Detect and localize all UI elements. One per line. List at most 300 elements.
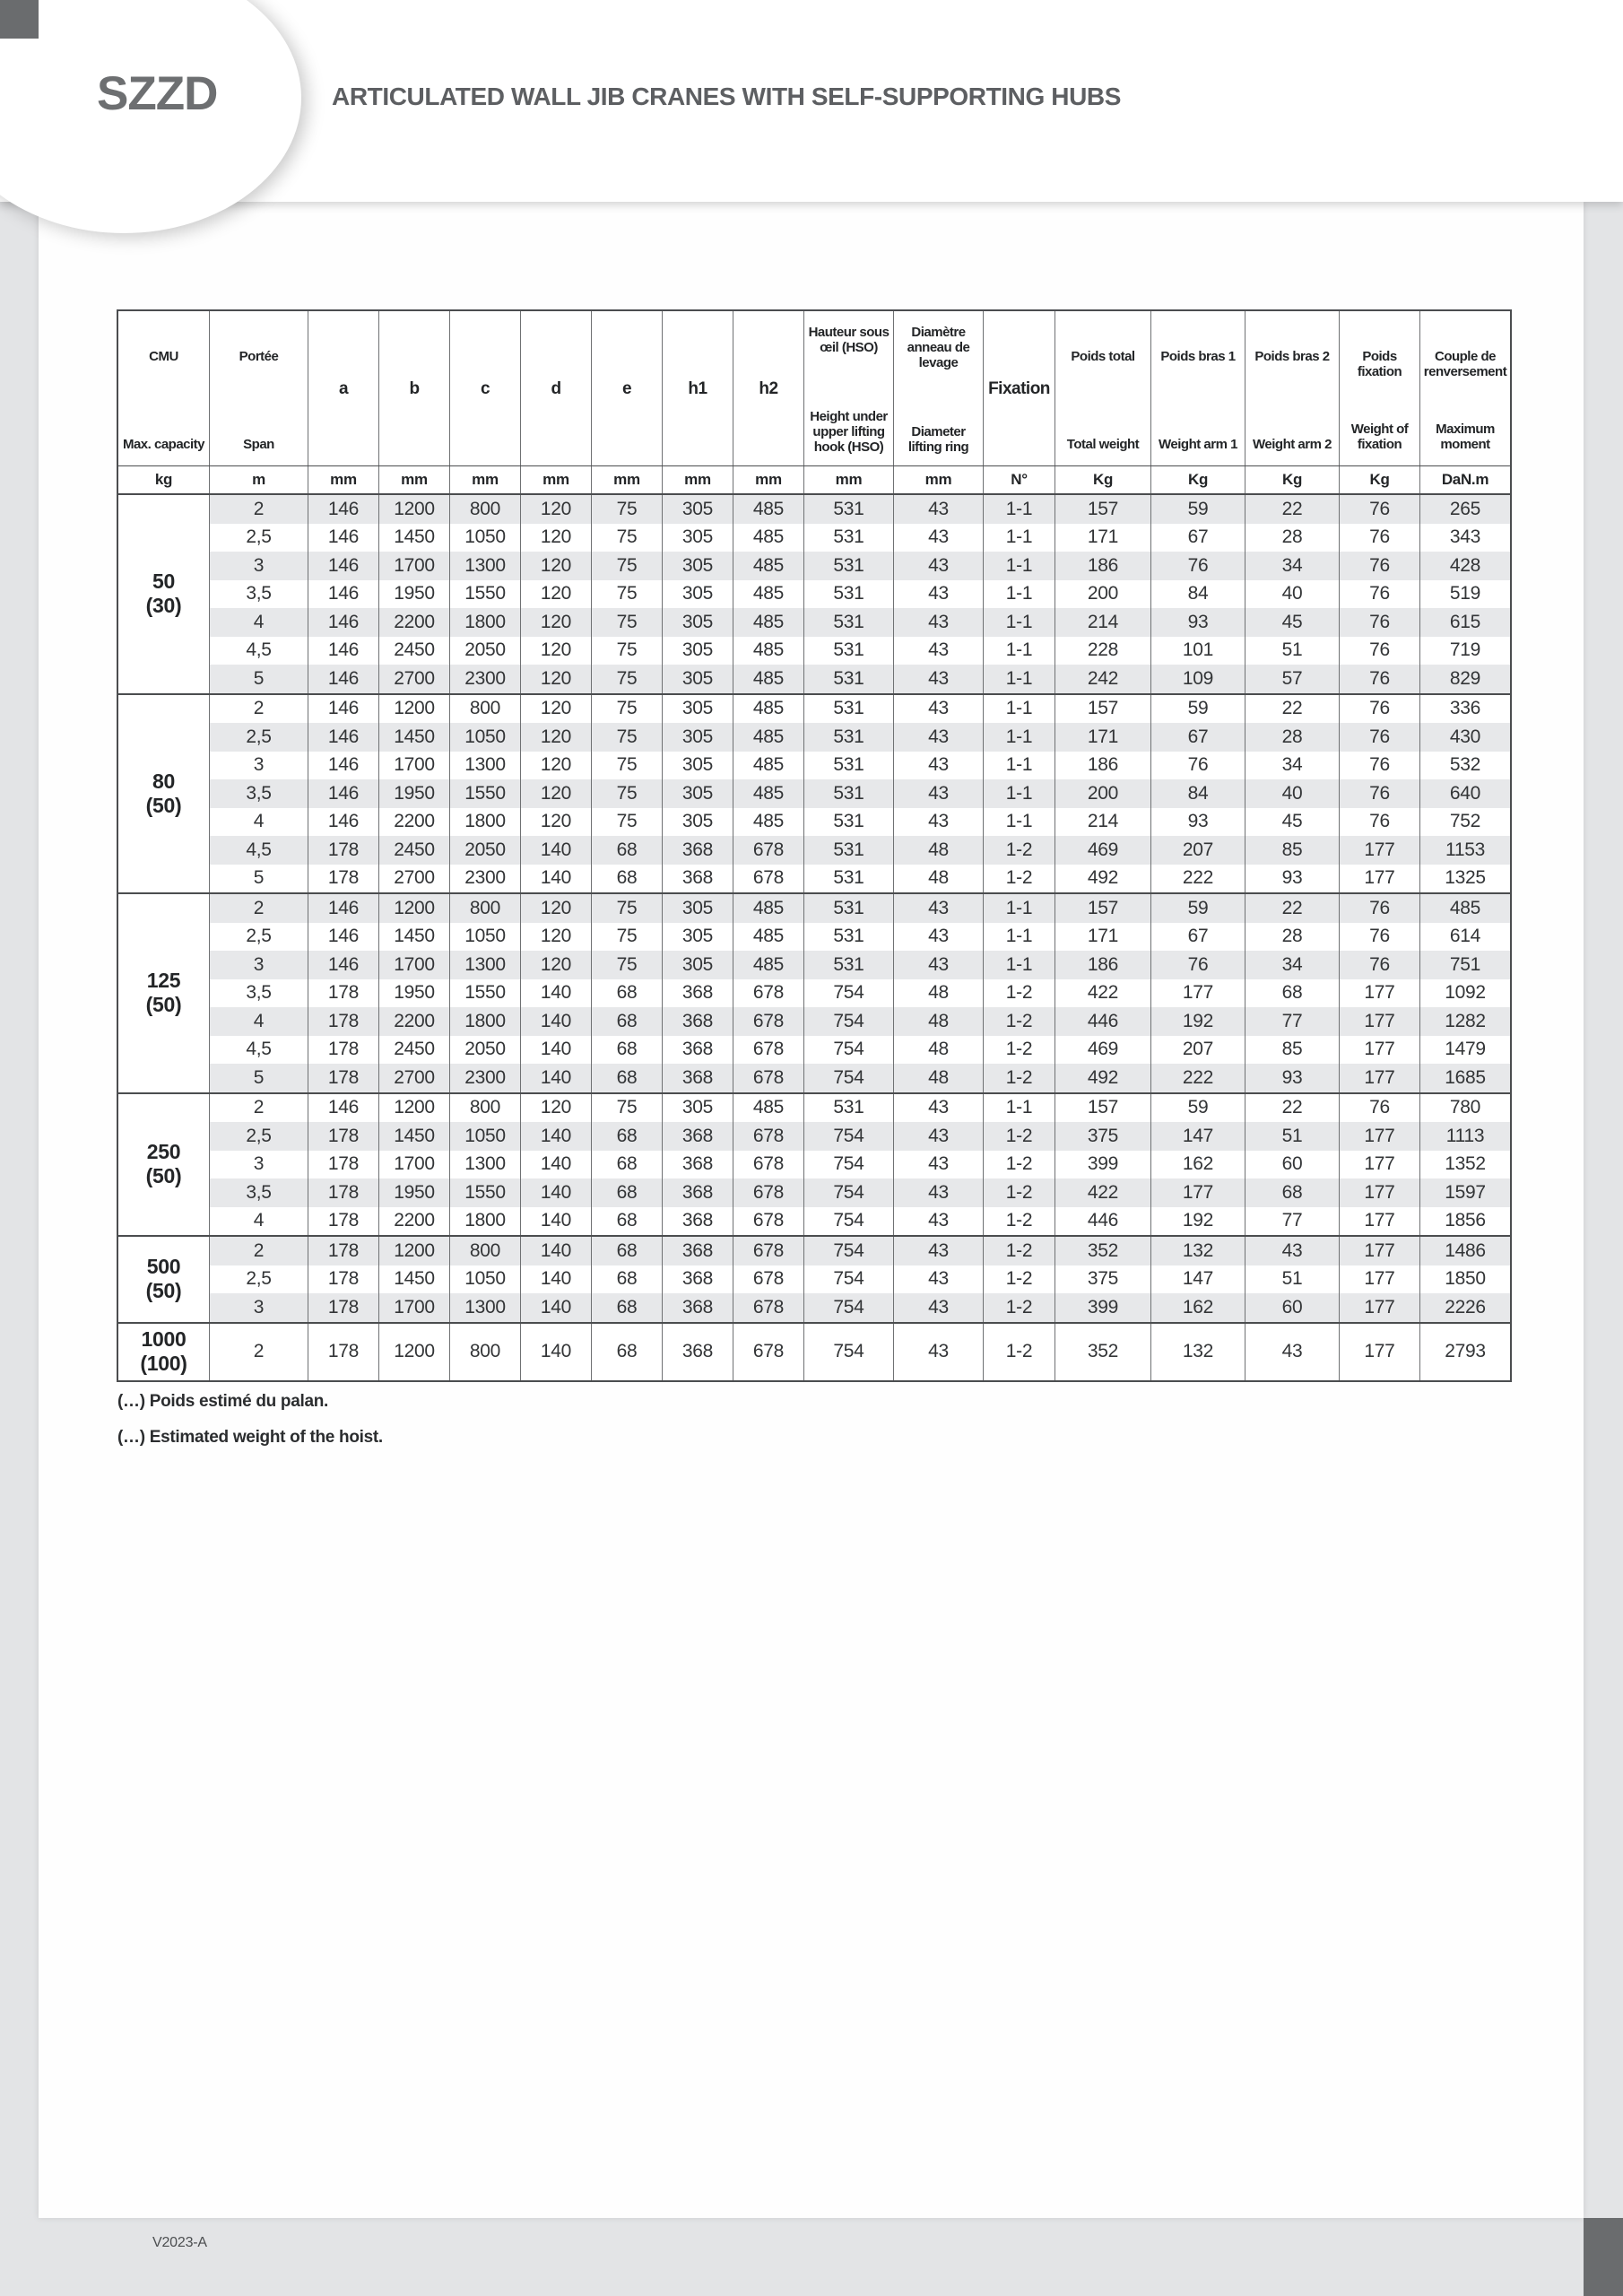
data-cell: 146 [308, 524, 379, 552]
data-cell: 3 [210, 1293, 308, 1322]
data-cell: 43 [894, 1122, 984, 1151]
data-cell: 485 [1449, 897, 1481, 918]
data-cell: 719 [1449, 639, 1481, 661]
data-cell: 48 [894, 1064, 984, 1092]
data-cell: 171 [1055, 723, 1151, 752]
data-cell: 485 [733, 923, 804, 952]
header-label-en: Total weight [1066, 437, 1140, 452]
data-cell: 75 [592, 524, 663, 552]
data-cell: 1700 [379, 752, 450, 780]
data-cell: 146 [308, 894, 379, 923]
data-cell: 531 [804, 1094, 894, 1123]
data-cell: 1550 [450, 580, 521, 609]
data-cell: 2 [210, 1094, 308, 1123]
unit-cell-5: mm [521, 466, 592, 493]
data-cell: 171 [1055, 923, 1151, 952]
table-row [210, 1094, 1510, 1123]
header-label-en: Span [243, 437, 274, 452]
data-cell: 1-1 [984, 552, 1055, 580]
data-cell: 177 [1340, 1265, 1420, 1294]
data-cell: 1200 [379, 695, 450, 724]
data-cell: 178 [308, 1036, 379, 1065]
data-cell: 140 [521, 1237, 592, 1265]
data-cell: 352 [1055, 1324, 1151, 1380]
header-label-en: Weight of fixation [1350, 422, 1409, 452]
data-cell: 531 [804, 665, 894, 693]
data-cell: 242 [1055, 665, 1151, 693]
data-cell: 43 [1245, 1324, 1340, 1380]
data-cell: 43 [894, 608, 984, 637]
data-cell: 485 [733, 951, 804, 979]
data-cell: 76 [1340, 637, 1420, 665]
data-cell: 2200 [379, 1207, 450, 1236]
data-cell: 177 [1340, 1324, 1420, 1380]
column-header-9 [804, 311, 894, 465]
data-cell: 1800 [450, 1207, 521, 1236]
data-cell: 2200 [379, 1007, 450, 1036]
data-cell: 186 [1055, 752, 1151, 780]
data-cell: 162 [1151, 1293, 1245, 1322]
data-cell: 485 [733, 808, 804, 837]
table-row [210, 1007, 1510, 1036]
data-cell: 2450 [379, 836, 450, 865]
data-cell: 754 [804, 1265, 894, 1294]
data-cell: 222 [1151, 1064, 1245, 1092]
capacity-group [118, 1235, 1510, 1322]
data-cell: 430 [1449, 726, 1481, 747]
data-cell: 22 [1245, 495, 1340, 524]
data-cell: 1-2 [984, 1324, 1055, 1380]
table-row [210, 951, 1510, 979]
data-cell: 752 [1449, 811, 1481, 832]
data-cell: 177 [1340, 979, 1420, 1008]
data-cell: 829 [1449, 667, 1481, 689]
data-cell: 2200 [379, 808, 450, 837]
data-cell: 678 [733, 865, 804, 893]
header-label-fr: CMU [149, 349, 178, 364]
data-cell: 2,5 [210, 923, 308, 952]
data-cell: 1-2 [984, 1293, 1055, 1322]
data-cell: 93 [1151, 808, 1245, 837]
capacity-cell [118, 695, 210, 893]
data-cell: 800 [450, 1237, 521, 1265]
group-rows [210, 1094, 1510, 1236]
data-cell: 178 [308, 1207, 379, 1236]
data-cell: 146 [308, 552, 379, 580]
data-cell: 1-2 [984, 1265, 1055, 1294]
data-cell: 1300 [450, 552, 521, 580]
data-cell: 1-2 [984, 1178, 1055, 1207]
data-cell: 492 [1055, 1064, 1151, 1092]
data-cell: 1-1 [984, 779, 1055, 808]
data-cell: 146 [308, 951, 379, 979]
data-cell: 28 [1245, 923, 1340, 952]
hoist-weight-value: (50) [145, 993, 182, 1017]
data-cell: 228 [1055, 637, 1151, 665]
data-cell: 120 [521, 923, 592, 952]
data-cell: 157 [1055, 1094, 1151, 1123]
header-label-fr: Poids total [1071, 349, 1135, 364]
data-cell: 531 [804, 779, 894, 808]
data-cell: 140 [521, 1064, 592, 1092]
data-cell: 178 [308, 1064, 379, 1092]
data-cell: 140 [521, 1036, 592, 1065]
data-cell: 76 [1151, 752, 1245, 780]
data-cell: 222 [1151, 865, 1245, 893]
data-cell: 43 [894, 580, 984, 609]
data-cell: 68 [1245, 1178, 1340, 1207]
data-cell: 59 [1151, 894, 1245, 923]
data-cell: 485 [733, 608, 804, 637]
data-cell: 146 [308, 723, 379, 752]
unit-cell-1: m [210, 466, 308, 493]
data-cell: 1450 [379, 723, 450, 752]
hoist-weight-value: (50) [145, 1164, 182, 1188]
data-cell: 178 [308, 979, 379, 1008]
data-cell: 531 [804, 552, 894, 580]
hoist-weight-value: (50) [145, 793, 182, 817]
data-cell: 43 [894, 1178, 984, 1207]
data-cell: 305 [663, 580, 733, 609]
data-cell: 68 [592, 1151, 663, 1179]
data-cell: 519 [1449, 583, 1481, 604]
header-label-fr: Poids bras 1 [1160, 349, 1236, 364]
data-cell: 754 [804, 1151, 894, 1179]
data-cell: 531 [804, 580, 894, 609]
hoist-weight-value: (30) [145, 594, 182, 618]
data-cell: 1950 [379, 1178, 450, 1207]
data-cell: 1-2 [984, 1064, 1055, 1092]
data-cell: 368 [663, 1064, 733, 1092]
data-cell: 2050 [450, 1036, 521, 1065]
data-cell: 22 [1245, 1094, 1340, 1123]
data-cell: 120 [521, 608, 592, 637]
data-cell: 43 [894, 1265, 984, 1294]
data-cell: 76 [1340, 665, 1420, 693]
data-cell: 1050 [450, 524, 521, 552]
data-cell: 178 [308, 1265, 379, 1294]
data-cell: 399 [1055, 1151, 1151, 1179]
data-cell: 1856 [1445, 1210, 1486, 1231]
data-cell: 1-1 [984, 665, 1055, 693]
data-cell: 531 [804, 752, 894, 780]
capacity-value: 500 [146, 1255, 181, 1279]
table-row [210, 1324, 1510, 1380]
data-cell: 48 [894, 865, 984, 893]
data-cell: 2 [210, 695, 308, 724]
unit-cell-15: Kg [1340, 466, 1420, 493]
data-cell: 1-1 [984, 923, 1055, 952]
data-cell: 754 [804, 1324, 894, 1380]
data-cell: 177 [1151, 979, 1245, 1008]
data-cell: 368 [663, 1151, 733, 1179]
data-cell: 754 [804, 1293, 894, 1322]
capacity-cell [118, 1237, 210, 1322]
data-cell: 60 [1245, 1293, 1340, 1322]
data-cell: 177 [1340, 1237, 1420, 1265]
data-cell: 5 [210, 1064, 308, 1092]
data-cell: 375 [1055, 1122, 1151, 1151]
data-cell: 678 [733, 1036, 804, 1065]
data-cell: 5 [210, 665, 308, 693]
data-cell: 68 [592, 1293, 663, 1322]
data-cell: 2700 [379, 865, 450, 893]
data-cell: 120 [521, 665, 592, 693]
data-cell: 51 [1245, 1265, 1340, 1294]
data-cell: 75 [592, 894, 663, 923]
data-cell: 446 [1055, 1007, 1151, 1036]
data-cell: 76 [1340, 580, 1420, 609]
data-cell: 492 [1055, 865, 1151, 893]
data-cell: 57 [1245, 665, 1340, 693]
data-cell: 186 [1055, 951, 1151, 979]
data-cell: 640 [1449, 782, 1481, 804]
data-cell: 754 [804, 1007, 894, 1036]
data-cell: 1-1 [984, 723, 1055, 752]
data-cell: 305 [663, 752, 733, 780]
data-cell: 177 [1340, 1207, 1420, 1236]
table-row [210, 836, 1510, 865]
data-cell: 368 [663, 836, 733, 865]
specification-table [117, 309, 1512, 1382]
unit-cell-10: mm [894, 466, 984, 493]
table-row [210, 752, 1510, 780]
data-cell: 76 [1151, 951, 1245, 979]
table-row [210, 637, 1510, 665]
data-cell: 147 [1151, 1265, 1245, 1294]
data-cell: 76 [1340, 752, 1420, 780]
data-cell: 171 [1055, 524, 1151, 552]
data-cell: 4,5 [210, 836, 308, 865]
data-cell: 146 [308, 1094, 379, 1123]
column-header-16 [1420, 311, 1510, 465]
data-cell: 1300 [450, 951, 521, 979]
data-cell: 1200 [379, 894, 450, 923]
data-cell: 75 [592, 779, 663, 808]
data-cell: 68 [592, 1178, 663, 1207]
data-cell: 422 [1055, 979, 1151, 1008]
data-cell: 120 [521, 637, 592, 665]
data-cell: 177 [1340, 1036, 1420, 1065]
data-cell: 754 [804, 1036, 894, 1065]
data-cell: 2 [210, 1324, 308, 1380]
data-cell: 1200 [379, 1237, 450, 1265]
table-row [210, 979, 1510, 1008]
data-cell: 68 [592, 979, 663, 1008]
data-cell: 132 [1151, 1237, 1245, 1265]
data-cell: 43 [894, 894, 984, 923]
data-cell: 178 [308, 1007, 379, 1036]
data-cell: 40 [1245, 580, 1340, 609]
data-cell: 140 [521, 1007, 592, 1036]
data-cell: 76 [1340, 552, 1420, 580]
data-cell: 399 [1055, 1293, 1151, 1322]
data-cell: 177 [1340, 1122, 1420, 1151]
data-cell: 2700 [379, 1064, 450, 1092]
data-cell: 178 [308, 836, 379, 865]
data-cell: 2300 [450, 1064, 521, 1092]
data-cell: 531 [804, 923, 894, 952]
data-cell: 800 [450, 495, 521, 524]
data-cell: 614 [1449, 926, 1481, 947]
data-cell: 485 [733, 580, 804, 609]
footnote-fr: (…) Poids estimé du palan. [117, 1392, 329, 1411]
data-cell: 76 [1340, 524, 1420, 552]
data-cell: 48 [894, 1036, 984, 1065]
data-cell: 375 [1055, 1265, 1151, 1294]
data-cell: 2,5 [210, 524, 308, 552]
data-cell: 140 [521, 1293, 592, 1322]
data-cell: 3,5 [210, 580, 308, 609]
data-cell: 68 [592, 1207, 663, 1236]
data-cell: 2200 [379, 608, 450, 637]
data-cell: 178 [308, 865, 379, 893]
column-header-6 [592, 311, 663, 465]
table-row [210, 923, 1510, 952]
data-cell: 1700 [379, 1151, 450, 1179]
data-cell: 76 [1340, 779, 1420, 808]
header-label-fr: Poids fixation [1357, 349, 1402, 379]
data-cell: 1450 [379, 923, 450, 952]
data-cell: 43 [894, 1324, 984, 1380]
data-cell: 45 [1245, 608, 1340, 637]
data-cell: 1113 [1445, 1125, 1485, 1146]
data-cell: 77 [1245, 1207, 1340, 1236]
data-cell: 45 [1245, 808, 1340, 837]
data-cell: 43 [894, 1094, 984, 1123]
data-cell: 305 [663, 808, 733, 837]
data-cell: 178 [308, 1237, 379, 1265]
data-cell: 1-2 [984, 836, 1055, 865]
data-cell: 368 [663, 1178, 733, 1207]
data-cell: 1282 [1445, 1010, 1486, 1031]
data-cell: 75 [592, 752, 663, 780]
data-cell: 192 [1151, 1007, 1245, 1036]
data-cell: 305 [663, 779, 733, 808]
data-cell: 178 [308, 1324, 379, 1380]
data-cell: 2700 [379, 665, 450, 693]
data-cell: 1486 [1445, 1239, 1486, 1261]
data-cell: 754 [804, 979, 894, 1008]
header-label-fr: e [621, 378, 632, 398]
data-cell: 28 [1245, 723, 1340, 752]
data-cell: 43 [894, 923, 984, 952]
data-cell: 1950 [379, 779, 450, 808]
data-cell: 146 [308, 779, 379, 808]
data-cell: 120 [521, 524, 592, 552]
hoist-weight-value: (50) [145, 1279, 182, 1303]
data-cell: 4 [210, 1007, 308, 1036]
header-label-en: Weight arm 2 [1253, 437, 1332, 452]
table-row [210, 608, 1510, 637]
data-cell: 4 [210, 1207, 308, 1236]
data-cell: 615 [1449, 611, 1481, 632]
data-cell: 157 [1055, 894, 1151, 923]
table-row [210, 665, 1510, 693]
model-name: SZZD [97, 67, 218, 120]
data-cell: 43 [894, 951, 984, 979]
data-cell: 751 [1449, 953, 1481, 975]
data-cell: 305 [663, 552, 733, 580]
data-cell: 75 [592, 608, 663, 637]
data-cell: 140 [521, 1207, 592, 1236]
data-cell: 305 [663, 951, 733, 979]
data-cell: 531 [804, 637, 894, 665]
data-cell: 485 [733, 752, 804, 780]
data-cell: 678 [733, 1122, 804, 1151]
column-header-10 [894, 311, 984, 465]
data-cell: 43 [894, 1293, 984, 1322]
data-cell: 531 [804, 836, 894, 865]
data-cell: 177 [1340, 1064, 1420, 1092]
header-label-fr: Couple de renversement [1423, 349, 1507, 379]
data-cell: 800 [450, 695, 521, 724]
data-cell: 1-2 [984, 1151, 1055, 1179]
data-cell: 43 [894, 723, 984, 752]
data-cell: 368 [663, 1036, 733, 1065]
data-cell: 146 [308, 580, 379, 609]
data-cell: 43 [894, 665, 984, 693]
data-cell: 28 [1245, 524, 1340, 552]
data-cell: 3 [210, 1151, 308, 1179]
data-cell: 4,5 [210, 637, 308, 665]
unit-cell-16: DaN.m [1441, 471, 1489, 488]
data-cell: 60 [1245, 1151, 1340, 1179]
data-cell: 1800 [450, 808, 521, 837]
data-cell: 67 [1151, 923, 1245, 952]
table-row [210, 808, 1510, 837]
data-cell: 2 [210, 894, 308, 923]
data-cell: 85 [1245, 836, 1340, 865]
data-cell: 800 [450, 1324, 521, 1380]
data-cell: 352 [1055, 1237, 1151, 1265]
data-cell: 75 [592, 808, 663, 837]
data-cell: 43 [894, 752, 984, 780]
corner-decoration [0, 0, 39, 39]
data-cell: 146 [308, 665, 379, 693]
data-cell: 1-1 [984, 808, 1055, 837]
data-cell: 4,5 [210, 1036, 308, 1065]
column-header-11 [984, 311, 1055, 465]
capacity-group [118, 892, 1510, 1092]
data-cell: 485 [733, 894, 804, 923]
data-cell: 485 [733, 779, 804, 808]
data-cell: 343 [1449, 526, 1481, 548]
capacity-cell [118, 1324, 210, 1380]
data-cell: 1050 [450, 923, 521, 952]
data-cell: 1200 [379, 495, 450, 524]
data-cell: 1-1 [984, 637, 1055, 665]
data-cell: 214 [1055, 608, 1151, 637]
data-cell: 146 [308, 695, 379, 724]
data-cell: 1-1 [984, 752, 1055, 780]
header-label-fr: Poids bras 2 [1254, 349, 1330, 364]
column-header-5 [521, 311, 592, 465]
data-cell: 162 [1151, 1151, 1245, 1179]
data-cell: 1-1 [984, 1094, 1055, 1123]
data-cell: 51 [1245, 1122, 1340, 1151]
data-cell: 2050 [450, 836, 521, 865]
data-cell: 2450 [379, 637, 450, 665]
column-header-8 [733, 311, 804, 465]
data-cell: 67 [1151, 524, 1245, 552]
data-cell: 1479 [1445, 1039, 1486, 1060]
data-cell: 59 [1151, 1094, 1245, 1123]
data-cell: 77 [1245, 1007, 1340, 1036]
data-cell: 207 [1151, 1036, 1245, 1065]
data-cell: 368 [663, 865, 733, 893]
column-header-0 [118, 311, 210, 465]
